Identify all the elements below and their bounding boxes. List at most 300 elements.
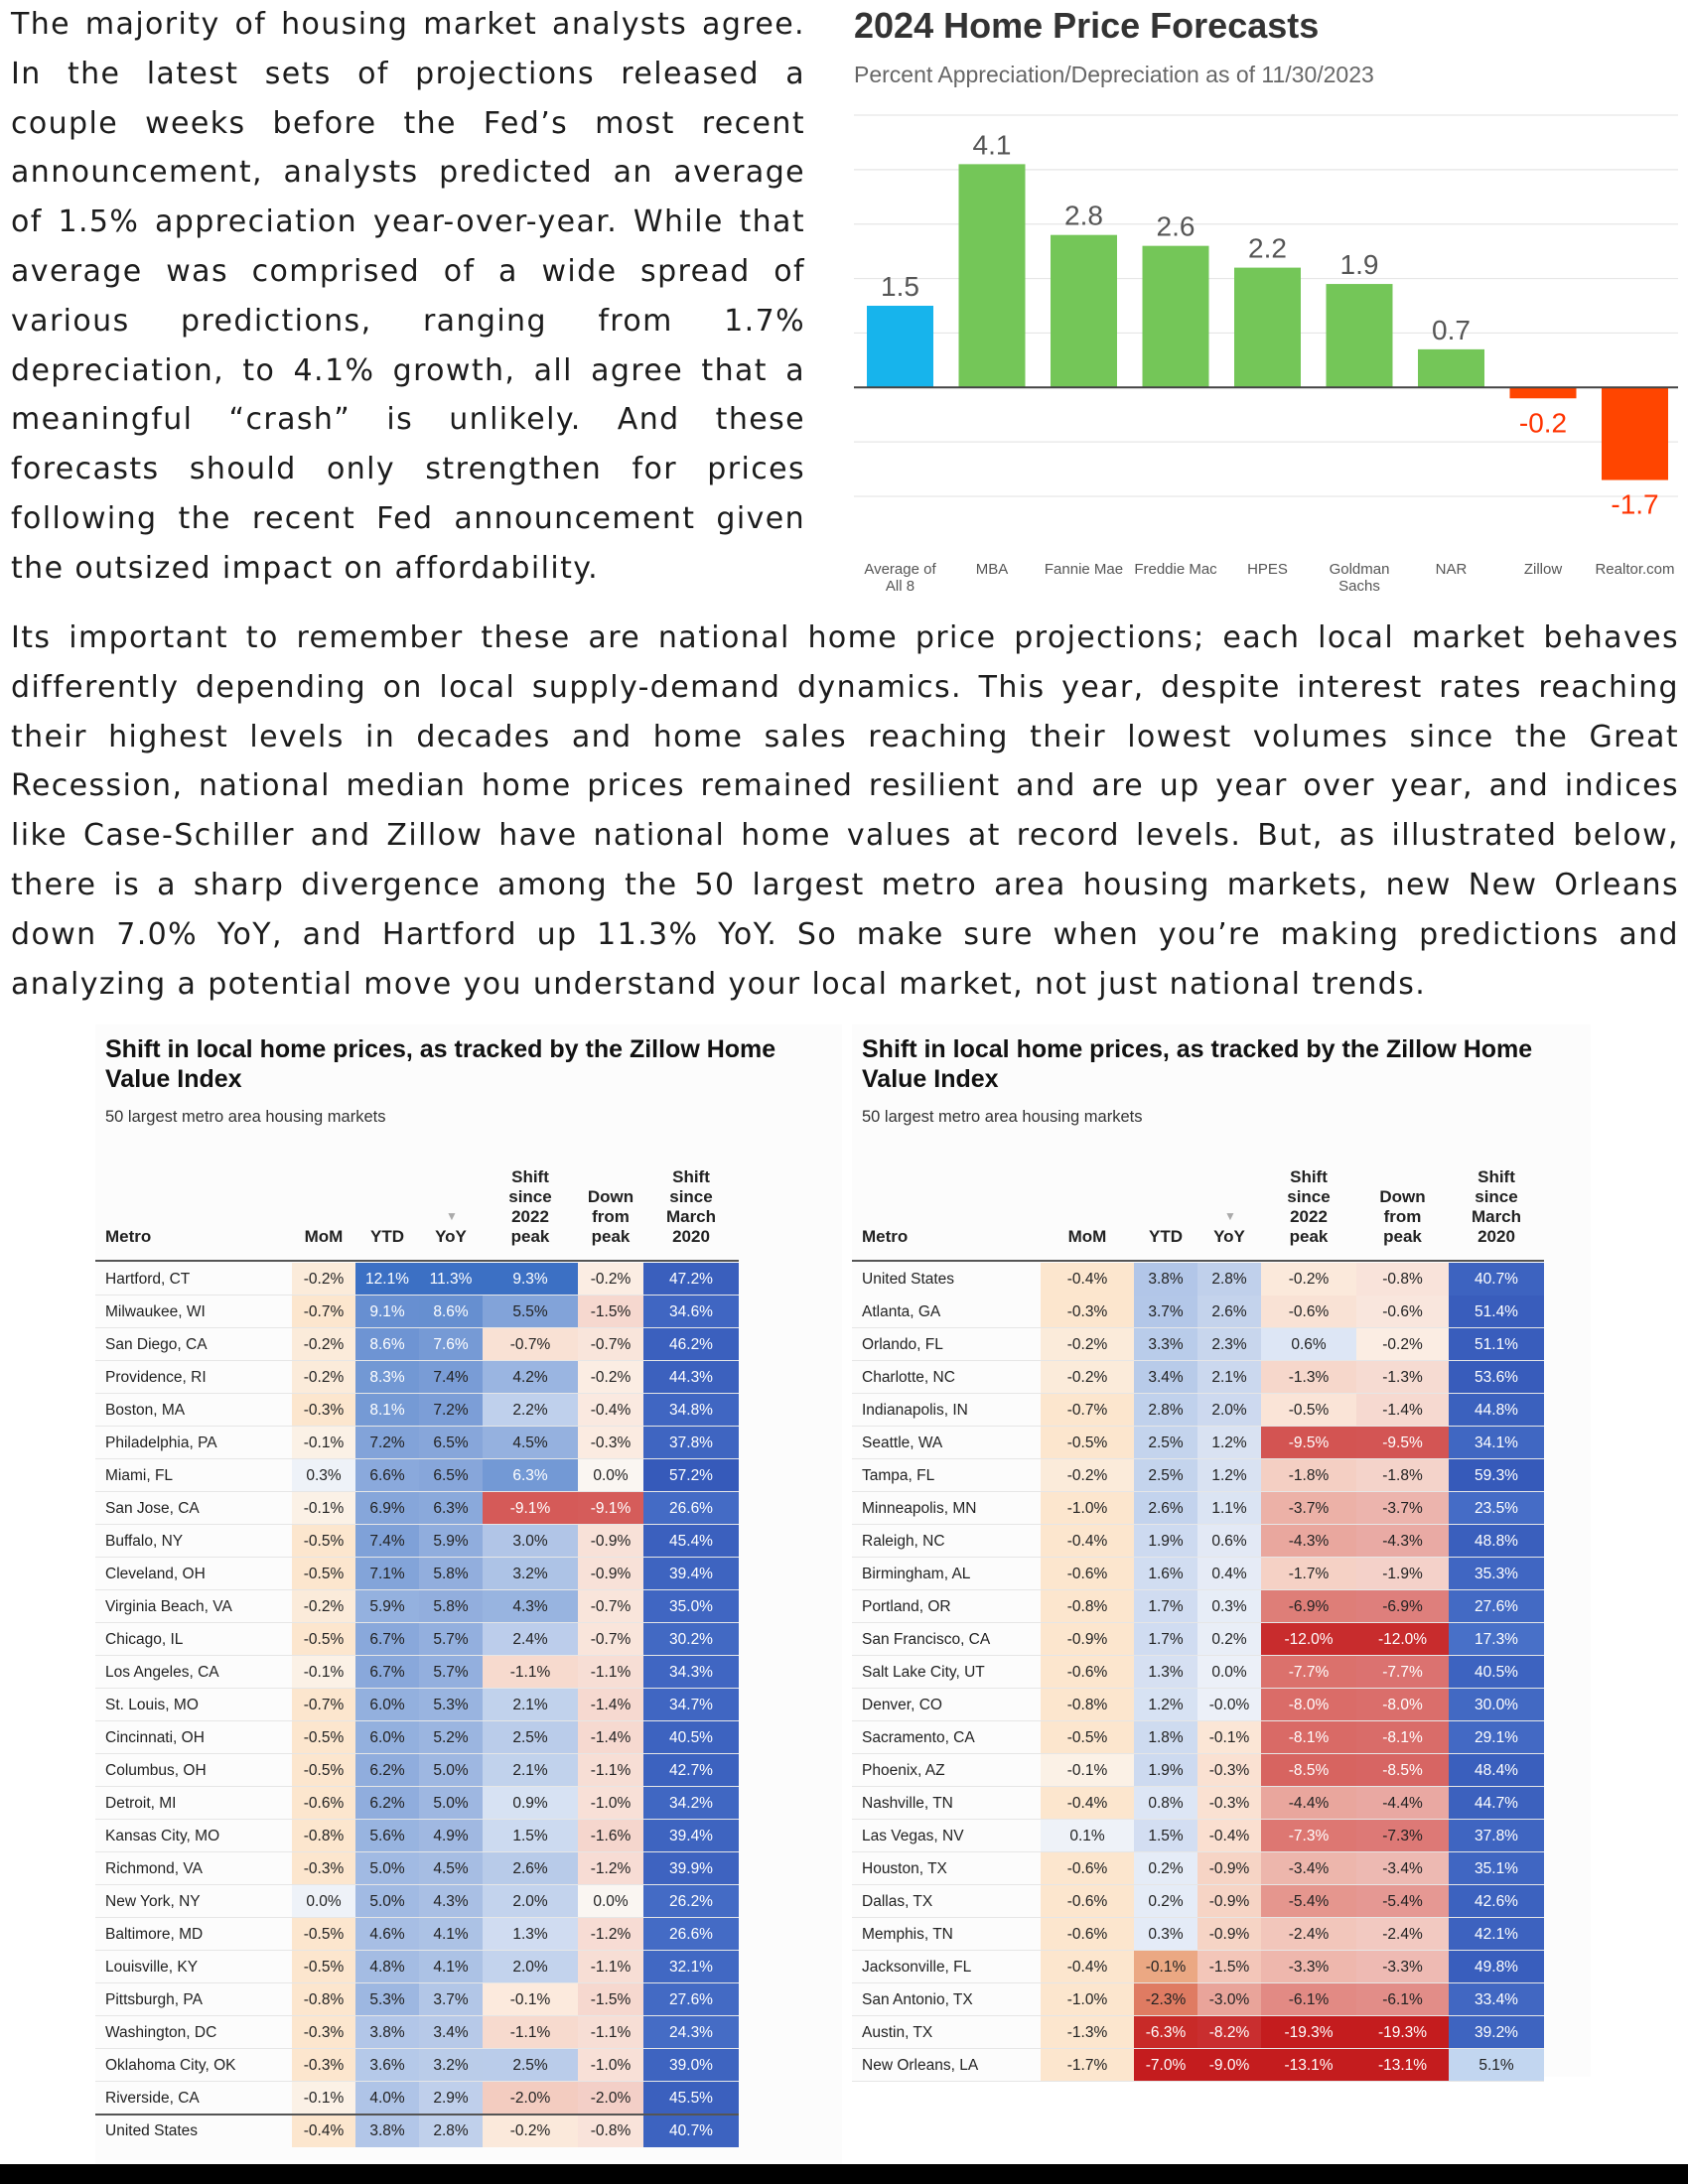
- bar-4: [1234, 268, 1301, 388]
- cell-down: -1.4%: [578, 1689, 643, 1721]
- cell-march: 42.7%: [643, 1754, 739, 1787]
- table-row: [852, 1754, 1544, 1787]
- cell-mom: -0.2%: [1041, 1328, 1134, 1361]
- cell-peak: 2.0%: [483, 1885, 578, 1918]
- cell-ytd: 6.6%: [355, 1459, 419, 1492]
- cell-yoy: 0.6%: [1197, 1525, 1261, 1558]
- cell-ytd: 3.4%: [1134, 1361, 1197, 1394]
- cell-march: 34.1%: [1449, 1427, 1544, 1459]
- cell-mom: -0.7%: [1041, 1394, 1134, 1427]
- home-price-forecast-chart: [844, 0, 1688, 606]
- metro-name: Houston, TX: [852, 1852, 1041, 1885]
- metro-name: Hartford, CT: [95, 1263, 292, 1296]
- cell-march: 29.1%: [1449, 1721, 1544, 1754]
- cell-ytd: 3.3%: [1134, 1328, 1197, 1361]
- header-ytd[interactable]: YTD: [1149, 1227, 1183, 1246]
- cell-march: 40.5%: [1449, 1656, 1544, 1689]
- category-label: Average of: [864, 561, 936, 578]
- cell-march: 35.0%: [643, 1590, 739, 1623]
- table-row: [852, 2016, 1544, 2049]
- table-row: [95, 1885, 739, 1918]
- cell-yoy: 2.0%: [1197, 1394, 1261, 1427]
- cell-down: -0.2%: [578, 1263, 643, 1296]
- cell-march: 39.4%: [643, 1820, 739, 1852]
- cell-march: 40.5%: [643, 1721, 739, 1754]
- table-title: Shift in local home prices, as tracked by the Zillow Home Value Index: [862, 1035, 1533, 1093]
- cell-down: -1.9%: [1356, 1558, 1449, 1590]
- category-label: Goldman: [1329, 561, 1390, 578]
- zillow-table-left: [95, 1024, 842, 2164]
- table-row: [95, 1263, 739, 1296]
- cell-ytd: 6.2%: [355, 1754, 419, 1787]
- cell-peak: 2.1%: [483, 1689, 578, 1721]
- cell-down: -8.0%: [1356, 1689, 1449, 1721]
- cell-march: 42.1%: [1449, 1918, 1544, 1951]
- cell-yoy: 2.3%: [1197, 1328, 1261, 1361]
- header-line: Down: [587, 1187, 634, 1206]
- cell-peak: 4.5%: [483, 1427, 578, 1459]
- header-peak-shift[interactable]: [483, 1167, 578, 1247]
- header-down-peak[interactable]: [1356, 1187, 1449, 1247]
- metro-name: Pittsburgh, PA: [95, 1983, 292, 2016]
- cell-down: -0.2%: [1356, 1328, 1449, 1361]
- row-divider: [852, 2081, 1544, 2082]
- cell-march: 59.3%: [1449, 1459, 1544, 1492]
- bar-5: [1327, 284, 1393, 387]
- cell-yoy: -0.1%: [1197, 1721, 1261, 1754]
- metro-name: Providence, RI: [95, 1361, 292, 1394]
- cell-ytd: -0.1%: [1134, 1951, 1197, 1983]
- cell-mom: -0.5%: [292, 1558, 355, 1590]
- cell-mom: -0.7%: [292, 1296, 355, 1328]
- cell-mom: -0.9%: [1041, 1623, 1134, 1656]
- cell-march: 30.2%: [643, 1623, 739, 1656]
- cell-ytd: 8.6%: [355, 1328, 419, 1361]
- cell-down: -3.7%: [1356, 1492, 1449, 1525]
- cell-mom: -1.3%: [1041, 2016, 1134, 2049]
- cell-peak: 2.2%: [483, 1394, 578, 1427]
- cell-down: -9.5%: [1356, 1427, 1449, 1459]
- intro-paragraph: The majority of housing market analysts agree. In the latest sets of projections released a couple weeks before the Fed’s most recent announcement, analysts predicted an average of 1.5% appreciation year-over-year. While that average was comprised of a wide spread of various predictions, ranging from 1.7% depreciation, to 4.1% growth, all agree that a meaningful “crash” is unlikely. And these forecasts should only strengthen for prices following the recent Fed announcement given the outsized impact on affordability.: [11, 7, 805, 586]
- cell-yoy: 0.0%: [1197, 1656, 1261, 1689]
- cell-down: -1.8%: [1356, 1459, 1449, 1492]
- cell-march: 34.2%: [643, 1787, 739, 1820]
- cell-mom: -0.3%: [292, 1852, 355, 1885]
- cell-yoy: 1.2%: [1197, 1427, 1261, 1459]
- table-row: [852, 1328, 1544, 1361]
- cell-ytd: 6.0%: [355, 1721, 419, 1754]
- cell-mom: -0.1%: [1041, 1754, 1134, 1787]
- header-yoy[interactable]: YoY: [1213, 1227, 1245, 1246]
- cell-ytd: 7.1%: [355, 1558, 419, 1590]
- metro-name: Los Angeles, CA: [95, 1656, 292, 1689]
- cell-down: -7.3%: [1356, 1820, 1449, 1852]
- cell-mom: 0.0%: [292, 1885, 355, 1918]
- table-row: [95, 1328, 739, 1361]
- bar-value-label: 2.8: [1064, 200, 1103, 231]
- cell-down: -4.3%: [1356, 1525, 1449, 1558]
- table-row: [852, 1263, 1544, 1296]
- cell-down: -1.1%: [578, 2016, 643, 2049]
- category-label: HPES: [1247, 561, 1288, 578]
- cell-down: -1.6%: [578, 1820, 643, 1852]
- header-line: 2020: [1477, 1227, 1515, 1246]
- cell-down: -7.7%: [1356, 1656, 1449, 1689]
- cell-mom: -0.2%: [292, 1590, 355, 1623]
- cell-down: -2.4%: [1356, 1918, 1449, 1951]
- cell-march: 57.2%: [643, 1459, 739, 1492]
- cell-mom: -0.5%: [292, 1951, 355, 1983]
- cell-down: -3.4%: [1356, 1852, 1449, 1885]
- metro-name: Cleveland, OH: [95, 1558, 292, 1590]
- cell-march: 32.1%: [643, 1951, 739, 1983]
- cell-peak: 4.2%: [483, 1361, 578, 1394]
- cell-peak: 2.0%: [483, 1951, 578, 1983]
- national-divider: [95, 2114, 739, 2116]
- cell-peak: 0.9%: [483, 1787, 578, 1820]
- cell-march: 37.8%: [1449, 1820, 1544, 1852]
- header-line: Shift: [1477, 1167, 1515, 1186]
- cell-peak: -2.0%: [483, 2082, 578, 2115]
- cell-peak: -0.7%: [483, 1328, 578, 1361]
- cell-peak: 6.3%: [483, 1459, 578, 1492]
- table-row: [852, 1623, 1544, 1656]
- cell-march: 23.5%: [1449, 1492, 1544, 1525]
- cell-mom: -0.3%: [1041, 1296, 1134, 1328]
- cell-down: -0.7%: [578, 1328, 643, 1361]
- cell-mom: -0.1%: [292, 1492, 355, 1525]
- cell-yoy: 5.8%: [419, 1558, 483, 1590]
- cell-yoy: 5.7%: [419, 1623, 483, 1656]
- cell-march: 47.2%: [643, 1263, 739, 1296]
- category-label: NAR: [1435, 561, 1468, 578]
- cell-down: -12.0%: [1356, 1623, 1449, 1656]
- cell-ytd: 1.5%: [1134, 1820, 1197, 1852]
- cell-mom: -0.1%: [292, 1656, 355, 1689]
- cell-ytd: 12.1%: [355, 1263, 419, 1296]
- header-peak-shift[interactable]: [1261, 1167, 1356, 1247]
- table-row: [852, 1558, 1544, 1590]
- table-row: [95, 2016, 739, 2049]
- header-line: Shift: [672, 1167, 710, 1186]
- cell-peak: 3.2%: [483, 1558, 578, 1590]
- header-ytd[interactable]: YTD: [370, 1227, 404, 1246]
- table-row: [852, 1296, 1544, 1328]
- local-market-paragraph: Its important to remember these are national home price projections; each local market behaves differently depending on local supply-demand dynamics. This year, despite interest rates reaching their highest levels in decades and home sales reaching their lowest volumes since the Great Recession, national median home prices remained resilient and are up year over year, and indices like Case-Schiller and Zillow have national home values at record levels. But, as illustrated below, there is a sharp divergence among the 50 largest metro area housing markets, new New Orleans down 7.0% YoY, and Hartford up 11.3% YoY. So make sure when you’re making predictions and analyzing a potential move you understand your local market, not just national trends.: [11, 620, 1679, 1002]
- header-line: March: [665, 1207, 717, 1226]
- cell-yoy: 5.3%: [419, 1689, 483, 1721]
- table-row: [95, 1394, 739, 1427]
- metro-name: Seattle, WA: [852, 1427, 1041, 1459]
- metro-name: United States: [852, 1263, 1041, 1296]
- cell-march: 30.0%: [1449, 1689, 1544, 1721]
- cell-mom: -0.6%: [1041, 1918, 1134, 1951]
- cell-peak: -12.0%: [1261, 1623, 1356, 1656]
- bar-value-label: 1.5: [881, 271, 919, 302]
- cell-mom: -0.5%: [292, 1525, 355, 1558]
- cell-yoy: -8.2%: [1197, 2016, 1261, 2049]
- cell-peak: -3.7%: [1261, 1492, 1356, 1525]
- cell-ytd: 9.1%: [355, 1296, 419, 1328]
- cell-peak: -6.9%: [1261, 1590, 1356, 1623]
- metro-name: Riverside, CA: [95, 2082, 292, 2115]
- metro-name: Miami, FL: [95, 1459, 292, 1492]
- cell-yoy: 4.3%: [419, 1885, 483, 1918]
- cell-yoy: 1.1%: [1197, 1492, 1261, 1525]
- metro-name: San Diego, CA: [95, 1328, 292, 1361]
- cell-yoy: 4.9%: [419, 1820, 483, 1852]
- cell-peak: -8.5%: [1261, 1754, 1356, 1787]
- metro-name: San Francisco, CA: [852, 1623, 1041, 1656]
- cell-peak: -4.4%: [1261, 1787, 1356, 1820]
- cell-yoy: 6.3%: [419, 1492, 483, 1525]
- cell-ytd: 2.8%: [1134, 1394, 1197, 1427]
- cell-mom: -0.2%: [292, 1263, 355, 1296]
- cell-mom: -0.5%: [1041, 1427, 1134, 1459]
- metro-name: Tampa, FL: [852, 1459, 1041, 1492]
- bar-value-label: 1.9: [1339, 249, 1379, 281]
- cell-down: -1.5%: [578, 1983, 643, 2016]
- cell-mom: -0.6%: [1041, 1852, 1134, 1885]
- cell-yoy: 0.2%: [1197, 1623, 1261, 1656]
- cell-peak: -1.1%: [483, 1656, 578, 1689]
- cell-down: -0.7%: [578, 1623, 643, 1656]
- cell-march: 39.0%: [643, 2049, 739, 2082]
- cell-peak: 2.5%: [483, 1721, 578, 1754]
- cell-march: 34.8%: [643, 1394, 739, 1427]
- cell-mom: -0.2%: [292, 1361, 355, 1394]
- cell-ytd: 8.3%: [355, 1361, 419, 1394]
- bar-6: [1418, 349, 1484, 387]
- header-march-shift[interactable]: [643, 1167, 739, 1247]
- cell-march: 42.6%: [1449, 1885, 1544, 1918]
- cell-ytd: 3.8%: [1134, 1263, 1197, 1296]
- cell-mom: -0.3%: [292, 1394, 355, 1427]
- category-label: Realtor.com: [1595, 561, 1675, 578]
- header-line: since: [1475, 1187, 1518, 1206]
- table-row: [852, 1787, 1544, 1820]
- cell-peak: -5.4%: [1261, 1885, 1356, 1918]
- metro-name: Jacksonville, FL: [852, 1951, 1041, 1983]
- header-line: 2022: [1290, 1207, 1328, 1226]
- table-row: [852, 1459, 1544, 1492]
- cell-march: 46.2%: [643, 1328, 739, 1361]
- cell-yoy: 11.3%: [419, 1263, 483, 1296]
- cell-yoy: 7.4%: [419, 1361, 483, 1394]
- cell-down: -1.1%: [578, 1951, 643, 1983]
- table-row: [95, 1918, 739, 1951]
- header-mom[interactable]: MoM: [1067, 1227, 1107, 1246]
- table-title: Shift in local home prices, as tracked by the Zillow Home Value Index: [105, 1035, 776, 1093]
- cell-peak: 3.0%: [483, 1525, 578, 1558]
- cell-down: -1.0%: [578, 2049, 643, 2082]
- forecast-chart-svg: [844, 0, 1688, 606]
- cell-ytd: 5.0%: [355, 1885, 419, 1918]
- cell-peak: -1.1%: [483, 2016, 578, 2049]
- table-subtitle: 50 largest metro area housing markets: [105, 1108, 386, 1126]
- cell-march: 39.9%: [643, 1852, 739, 1885]
- cell-march: 26.6%: [643, 1918, 739, 1951]
- metro-name: San Jose, CA: [95, 1492, 292, 1525]
- bar-7: [1510, 387, 1577, 398]
- header-down-peak[interactable]: [578, 1187, 643, 1247]
- cell-down: -1.4%: [1356, 1394, 1449, 1427]
- metro-name: Orlando, FL: [852, 1328, 1041, 1361]
- cell-mom: -0.2%: [292, 1328, 355, 1361]
- category-label: Sachs: [1338, 578, 1380, 595]
- metro-name: Phoenix, AZ: [852, 1754, 1041, 1787]
- cell-down: -1.1%: [578, 1754, 643, 1787]
- cell-march: 40.7%: [1449, 1263, 1544, 1296]
- metro-name: Richmond, VA: [95, 1852, 292, 1885]
- cell-yoy: 3.7%: [419, 1983, 483, 2016]
- cell-peak: -6.1%: [1261, 1983, 1356, 2016]
- cell-mom: -0.8%: [292, 1983, 355, 2016]
- category-label: All 8: [885, 578, 915, 595]
- metro-name: Buffalo, NY: [95, 1525, 292, 1558]
- cell-yoy: 6.5%: [419, 1427, 483, 1459]
- cell-march: 27.6%: [643, 1983, 739, 2016]
- header-line: peak: [1383, 1227, 1422, 1246]
- metro-name: Dallas, TX: [852, 1885, 1041, 1918]
- header-yoy[interactable]: YoY: [435, 1227, 467, 1246]
- bar-value-label: 0.7: [1432, 314, 1471, 345]
- cell-down: -0.3%: [578, 1427, 643, 1459]
- cell-peak: -7.3%: [1261, 1820, 1356, 1852]
- cell-peak: -8.1%: [1261, 1721, 1356, 1754]
- cell-ytd: -2.3%: [1134, 1983, 1197, 2016]
- metro-name: Atlanta, GA: [852, 1296, 1041, 1328]
- metro-name: Oklahoma City, OK: [95, 2049, 292, 2082]
- metro-name: Boston, MA: [95, 1394, 292, 1427]
- cell-march: 51.1%: [1449, 1328, 1544, 1361]
- cell-ytd: -6.3%: [1134, 2016, 1197, 2049]
- cell-mom: 0.1%: [1041, 1820, 1134, 1852]
- metro-name: San Antonio, TX: [852, 1983, 1041, 2016]
- table-row: [852, 1721, 1544, 1754]
- cell-ytd: 5.6%: [355, 1820, 419, 1852]
- cell-down: -1.5%: [578, 1296, 643, 1328]
- cell-yoy: -9.0%: [1197, 2049, 1261, 2082]
- bar-0: [867, 306, 933, 387]
- cell-march: 27.6%: [1449, 1590, 1544, 1623]
- metro-name: Las Vegas, NV: [852, 1820, 1041, 1852]
- cell-mom: -0.6%: [292, 1787, 355, 1820]
- cell-peak: -13.1%: [1261, 2049, 1356, 2082]
- cell-peak: -0.2%: [1261, 1263, 1356, 1296]
- cell-yoy: 5.0%: [419, 1754, 483, 1787]
- bar-value-label: -1.7: [1611, 488, 1659, 520]
- category-label: MBA: [975, 561, 1009, 578]
- header-metro: Metro: [862, 1227, 909, 1246]
- cell-march: 49.8%: [1449, 1951, 1544, 1983]
- cell-mom: -0.4%: [1041, 1525, 1134, 1558]
- header-mom[interactable]: MoM: [304, 1227, 344, 1246]
- cell-yoy: 7.6%: [419, 1328, 483, 1361]
- cell-march: 17.3%: [1449, 1623, 1544, 1656]
- bar-value-label: 2.2: [1248, 232, 1287, 264]
- cell-march: 48.8%: [1449, 1525, 1544, 1558]
- cell-march: 39.2%: [1449, 2016, 1544, 2049]
- cell-peak: 1.5%: [483, 1820, 578, 1852]
- cell-yoy: -1.5%: [1197, 1951, 1261, 1983]
- cell-down: -1.2%: [578, 1852, 643, 1885]
- cell-down: -3.3%: [1356, 1951, 1449, 1983]
- cell-mom: -0.5%: [292, 1623, 355, 1656]
- bar-3: [1143, 246, 1209, 388]
- cell-ytd: 6.9%: [355, 1492, 419, 1525]
- table-row: [95, 1721, 739, 1754]
- table-row: [852, 1394, 1544, 1427]
- cell-mom: -0.2%: [1041, 1459, 1134, 1492]
- metro-name: United States: [95, 2115, 292, 2147]
- cell-yoy: 1.2%: [1197, 1459, 1261, 1492]
- cell-yoy: 5.9%: [419, 1525, 483, 1558]
- cell-march: 37.8%: [643, 1427, 739, 1459]
- cell-mom: -1.0%: [1041, 1983, 1134, 2016]
- cell-ytd: 1.9%: [1134, 1525, 1197, 1558]
- cell-ytd: 4.0%: [355, 2082, 419, 2115]
- cell-yoy: 6.5%: [419, 1459, 483, 1492]
- cell-ytd: 8.1%: [355, 1394, 419, 1427]
- cell-ytd: 2.5%: [1134, 1459, 1197, 1492]
- table-row: [95, 1820, 739, 1852]
- table-row: [95, 1459, 739, 1492]
- table-row: [852, 1590, 1544, 1623]
- metro-name: Louisville, KY: [95, 1951, 292, 1983]
- bar-value-label: 2.6: [1156, 210, 1196, 242]
- cell-down: 0.0%: [578, 1885, 643, 1918]
- cell-mom: 0.3%: [292, 1459, 355, 1492]
- cell-march: 34.6%: [643, 1296, 739, 1328]
- cell-yoy: -0.9%: [1197, 1852, 1261, 1885]
- cell-mom: -0.4%: [1041, 1787, 1134, 1820]
- metro-name: New Orleans, LA: [852, 2049, 1041, 2082]
- cell-ytd: 3.7%: [1134, 1296, 1197, 1328]
- cell-yoy: 0.4%: [1197, 1558, 1261, 1590]
- metro-name: Raleigh, NC: [852, 1525, 1041, 1558]
- cell-mom: -0.1%: [292, 2082, 355, 2115]
- cell-ytd: 6.7%: [355, 1623, 419, 1656]
- table-row: [95, 1951, 739, 1983]
- cell-ytd: 6.0%: [355, 1689, 419, 1721]
- metro-name: Detroit, MI: [95, 1787, 292, 1820]
- cell-peak: -0.5%: [1261, 1394, 1356, 1427]
- cell-mom: -0.6%: [1041, 1558, 1134, 1590]
- header-march-shift[interactable]: [1449, 1167, 1544, 1247]
- metro-name: Memphis, TN: [852, 1918, 1041, 1951]
- cell-mom: -1.7%: [1041, 2049, 1134, 2082]
- cell-ytd: 0.3%: [1134, 1918, 1197, 1951]
- table-row: [95, 1852, 739, 1885]
- header-line: since: [669, 1187, 713, 1206]
- metro-name: Sacramento, CA: [852, 1721, 1041, 1754]
- cell-down: -0.2%: [578, 1361, 643, 1394]
- cell-peak: -8.0%: [1261, 1689, 1356, 1721]
- cell-peak: -0.6%: [1261, 1296, 1356, 1328]
- table-row: [95, 1361, 739, 1394]
- cell-down: -2.0%: [578, 2082, 643, 2115]
- cell-mom: -0.5%: [292, 1918, 355, 1951]
- table-row: [95, 1525, 739, 1558]
- cell-ytd: 2.6%: [1134, 1492, 1197, 1525]
- chart-subtitle: Percent Appreciation/Depreciation as of 11/30/2023: [854, 62, 1374, 87]
- cell-down: -8.5%: [1356, 1754, 1449, 1787]
- cell-mom: -1.0%: [1041, 1492, 1134, 1525]
- table-row: [95, 1296, 739, 1328]
- table-row: [852, 1951, 1544, 1983]
- cell-mom: -0.3%: [292, 2049, 355, 2082]
